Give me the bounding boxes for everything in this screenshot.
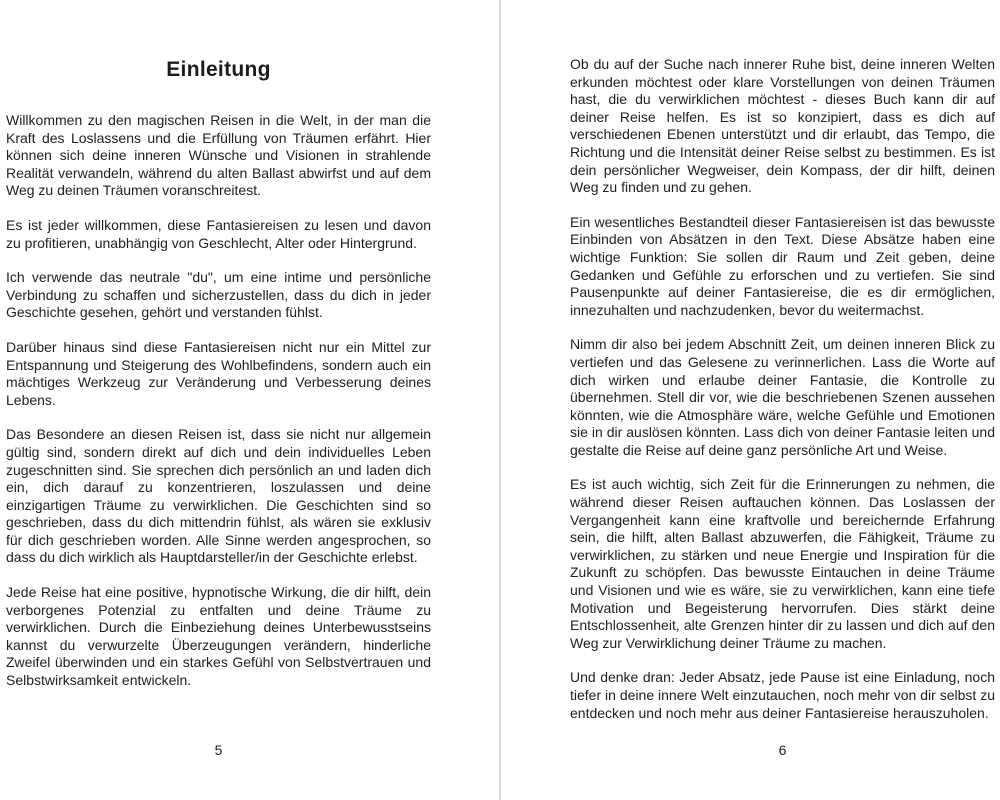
- page-gutter-divider: [499, 0, 501, 800]
- right-page-content: [570, 0, 995, 722]
- left-page-number: 5: [214, 742, 223, 758]
- paragraph: Willkommen zu den magischen Reisen in die Welt, in der man die Kraft des Loslassens und die Erfüllung von Träumen erfährt. Hier können sich deine inneren Wünsche und Visionen in strahlende Realität verwandeln, während du alten Ballast abwirfst und auf dem Weg zu deinen Träumen voranschreitest.: [6, 112, 431, 199]
- right-page: [570, 0, 995, 800]
- left-page-content: [6, 0, 431, 690]
- paragraph: Das Besondere an diesen Reisen ist, dass sie nicht nur allgemein gültig sind, sondern direkt auf dich und dein individuelles Leben zugeschnitten sind. Sie sprechen dich persönlich an und laden dich ein, dich darauf zu konzentrieren, loszulassen und deine einzigartigen Träume zu verwirklichen. Die Geschichten sind so geschrieben, dass du dich mittendrin fühlst, als wären sie exklusiv für dich geschrieben worden. Alle Sinne werden angesprochen, so dass du dich wirklich als Hauptdarsteller/in der Geschichte erlebst.: [6, 426, 431, 566]
- paragraph: Ich verwende das neutrale "du", um eine intime und persönliche Verbindung zu schaffen und sicherzustellen, dass du dich in jeder Geschichte gesehen, gehört und verstanden fühlst.: [6, 269, 431, 321]
- paragraph: Jede Reise hat eine positive, hypnotische Wirkung, die dir hilft, dein verborgenes Potenzial zu entfalten und deine Träume zu verwirklichen. Durch die Einbeziehung deines Unterbewusstseins kannst du verwurzelte Überzeugungen verändern, hinderliche Zweifel überwinden und ein starkes Gefühl von Selbstvertrauen und Selbstwirksamkeit entwickeln.: [6, 584, 431, 689]
- paragraph: Es ist jeder willkommen, diese Fantasiereisen zu lesen und davon zu profitieren, unabhängig von Geschlecht, Alter oder Hintergrund.: [6, 216, 431, 251]
- left-page-body: [6, 112, 431, 690]
- right-page-body: [570, 56, 995, 722]
- right-page-number: 6: [778, 742, 787, 758]
- paragraph: Darüber hinaus sind diese Fantasiereisen nicht nur ein Mittel zur Entspannung und Steigerung des Wohlbefindens, sondern auch ein mächtiges Werkzeug zur Veränderung und Verbesserung deines Lebens.: [6, 338, 431, 408]
- paragraph: Ob du auf der Suche nach innerer Ruhe bist, deine inneren Welten erkunden möchtest oder klare Vorstellungen von deinen Träumen hast, die du verwirklichen möchtest - dieses Buch kann dir auf deiner Reise helfen. Es ist so konzipiert, dass es dich auf verschiedenen Ebenen unterstützt und dir erlaubt, das Tempo, die Richtung und die Intensität deiner Reise selbst zu bestimmen. Es ist dein persönlicher Wegweiser, dein Kompass, der dir hilft, deinen Weg zu finden und zu gehen.: [570, 56, 995, 196]
- paragraph: Nimm dir also bei jedem Abschnitt Zeit, um deinen inneren Blick zu vertiefen und das Gelesene zu verinnerlichen. Lass die Worte auf dich wirken und erlaube deiner Fantasie, die Kontrolle zu übernehmen. Stell dir vor, wie die beschriebenen Szenen aussehen könnten, wie die Atmosphäre wäre, welche Gefühle und Emotionen sie in dir auslösen könnten. Lass dich von deiner Fantasie leiten und gestalte die Reise auf deine ganz persönliche Art und Weise.: [570, 336, 995, 458]
- chapter-title: Einleitung: [166, 58, 271, 81]
- paragraph: Und denke dran: Jeder Absatz, jede Pause ist eine Einladung, noch tiefer in deine innere Welt einzutauchen, noch mehr von dir selbst zu entdecken und noch mehr aus deiner Fantasiereise herauszuholen.: [570, 669, 995, 721]
- paragraph: Es ist auch wichtig, sich Zeit für die Erinnerungen zu nehmen, die während dieser Reisen auftauchen können. Das Loslassen der Vergangenheit kann eine kraftvolle und bereichernde Erfahrung sein, die hilft, alten Ballast abzuwerfen, die Fähigkeit, Träume zu verwirklichen, zu stärken und neue Energie und Inspiration für die Zukunft zu schöpfen. Das bewusste Eintauchen in deine Träume und Visionen und wie es wäre, sie zu verwirklichen, kann eine tiefe Motivation und Begeisterung hervorrufen. Dies stärkt deine Entschlossenheit, alte Grenzen hinter dir zu lassen und dich auf den Weg zur Verwirklichung deiner Träume zu machen.: [570, 476, 995, 651]
- left-page: [6, 0, 431, 800]
- paragraph: Ein wesentliches Bestandteil dieser Fantasiereisen ist das bewusste Einbinden von Absätzen in den Text. Diese Absätze haben eine wichtige Funktion: Sie sollen dir Raum und Zeit geben, deine Gedanken und Gefühle zu erforschen und zu vertiefen. Sie sind Pausenpunkte auf deiner Fantasiereise, die es dir ermöglichen, innezuhalten und nachzudenken, bevor du weitermachst.: [570, 213, 995, 318]
